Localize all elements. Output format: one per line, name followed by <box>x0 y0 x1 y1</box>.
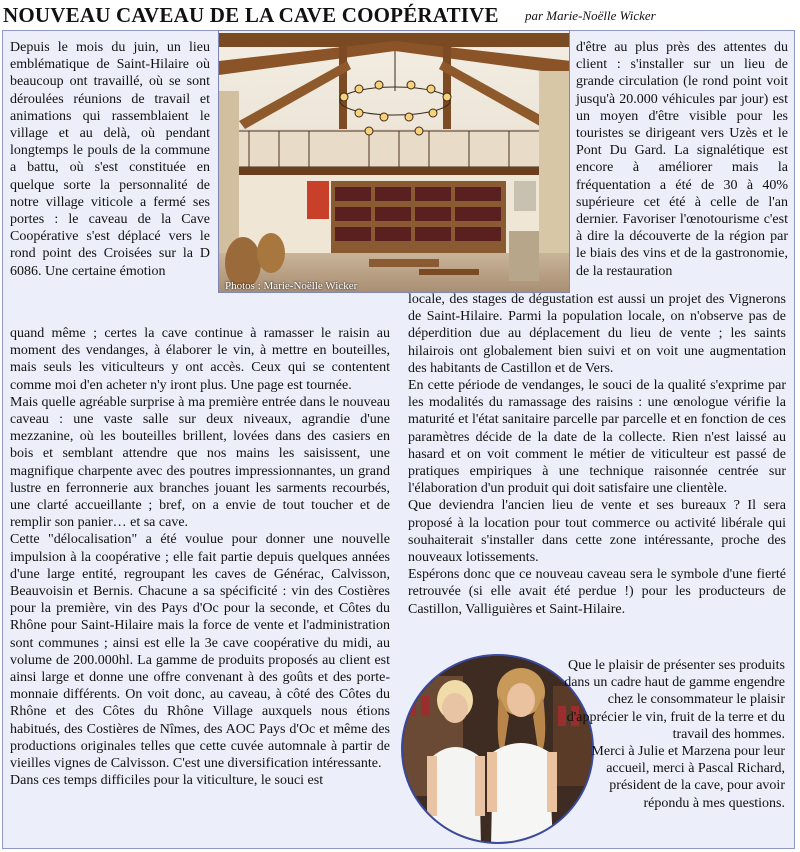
paragraph: Dans ces temps difficiles pour la viticulture, le souci est <box>10 773 324 789</box>
paragraph: Merci à Julie et Marzena pour leur accueil, merci à Pascal Richard, président de la cave, pour avoir répondu à mes questions. <box>591 744 785 811</box>
text-column-5 <box>560 657 785 812</box>
text-column-3 <box>576 39 788 280</box>
paragraph: Mais quelle agréable surprise à ma première entrée dans le nouveau caveau : une vaste salle sur deux niveaux, agrandie d'une mezzanine, où les bouteilles brillent, lovées dans des casiers en bois et semblant attendre que nos mains les saisissent, une magnifique charpente avec des poutres impressionnantes, un grand lustre en ferronnerie aux branches jouant les sarments recourbés, une clarté accueillante ; bref, on a envie de tout toucher et de remplir son panier… et sa cave. <box>10 394 390 531</box>
photo-credit: Photos : Marie-Noëlle Wicker <box>225 280 358 292</box>
paragraph: En cette période de vendanges, le souci de la qualité s'exprime par les modalités du ramassage des raisins : une œnologue vérifie la maturité et l'état sanitaire parcelle par parcelle et en fonction de ces paramètres décide de la date de la collecte. Rien n'est laissé au hasard et on voit comment le métier de viticulteur est passé de pratiques empiriques à une technique raisonnée centrée sur l'élaboration d'un produit qui doit satisfaire une clientèle. <box>408 378 786 497</box>
paragraph: Que le plaisir de présenter ses produits dans un cadre haut de gamme engendre chez le consommateur le plaisir d'apprécier le vin, fruit de la terre et du travail des hommes. <box>564 658 785 742</box>
article-title: NOUVEAU CAVEAU DE LA CAVE COOPÉRATIVE <box>3 3 499 27</box>
caveau-interior-photo <box>218 30 570 293</box>
byline: par Marie-Noëlle Wicker <box>525 8 656 23</box>
paragraph: locale, des stages de dégustation est aussi un projet des Vignerons de Saint-Hilaire. Parmi la population locale, on n'observe pas de déperdition due au déplacement du lieu de vente ; les saints hilairois ont globalement bien suivi et on voit une augmentation des habitants de Castillon et de Vers. <box>408 292 786 376</box>
paragraph: Cette "délocalisation" a été voulue pour donner une nouvelle impulsion à la coopérative ; elle fait partie depuis quelques années d'une large entité, regroupant les caves de Générac, Calvisson, Beauvoisin et Bernis. Chacune a sa spécificité : vin des Costières pour la première, vin des Pays d'Oc pour la seconde, et Côtes du Rhône pour Saint-Hilaire mais la force de vente et l'administration sont communes ; ainsi est elle la 3e cave coopérative du midi, au volume de 200.000hl. La gamme de produits proposés au client est ainsi large et donne une offre convenant à des goûts et des porte-monnaie différents. On voit donc, au caveau, à côté des Côtes du Rhône et des Côtes du Rhône Village auxquels nous étions habitués, des Costières de Nîmes, des AOC Pays d'Oc et même des productions originales telles que cette cuvée automnale à partir de vieilles vignes de Calvisson. C'est une diversification intéressante. <box>10 532 390 772</box>
text-column-1 <box>10 39 210 280</box>
text-column-2 <box>10 325 390 789</box>
text-column-4 <box>408 291 786 618</box>
paragraph: Que deviendra l'ancien lieu de vente et ses bureaux ? Il sera proposé à la location pour tout commerce ou activité libérale qui souhaiterait s'installer dans cette zone intéressante, proche des nouveaux lotissements. <box>408 498 786 566</box>
paragraph: Depuis le mois du juin, un lieu emblématique de Saint-Hilaire où beaucoup ont travaillé, où se sont déroulées réunions de travail et animations qui rassemblaient le village et au delà, où pendant longtemps le pouls de la commune a battu, où s'est constituée en quelque sorte la personnalité de notre village viticole a fermé ses portes : le caveau de la Cave Coopérative s'est déplacé vers le rond point des Croisées sur la D 6086. Une certaine émotion <box>10 40 210 279</box>
paragraph: d'être au plus près des attentes du client : s'installer sur un lieu de grande circulation (le rond point voit jusqu'à 20.000 véhicules par jour) est un moyen d'être visible pour les touristes se dirigeant vers Uzès et le Pont Du Gard. La signalétique est encore à améliorer mais la fréquentation a été de 30 à 40% supérieure cet été à celle de l'an dernier. Favoriser l'œnotourisme c'est à dire la découverte de la région par le biais des vins et de la gastronomie, de la restauration <box>576 40 788 279</box>
paragraph: quand même ; certes la cave continue à ramasser le raisin au moment des vendanges, à élaborer le vin, à mettre en bouteilles, mais seuls les viticulteurs y ont accès. Ceux qui se contentent comme moi d'en acheter n'y iront plus. Une page est tournée. <box>10 326 390 393</box>
paragraph: Espérons donc que ce nouveau caveau sera le symbole d'une fierté retrouvée (si elle avait été perdue !) pour les producteurs de Castillon, Valliguières et Saint-Hilaire. <box>408 567 786 617</box>
